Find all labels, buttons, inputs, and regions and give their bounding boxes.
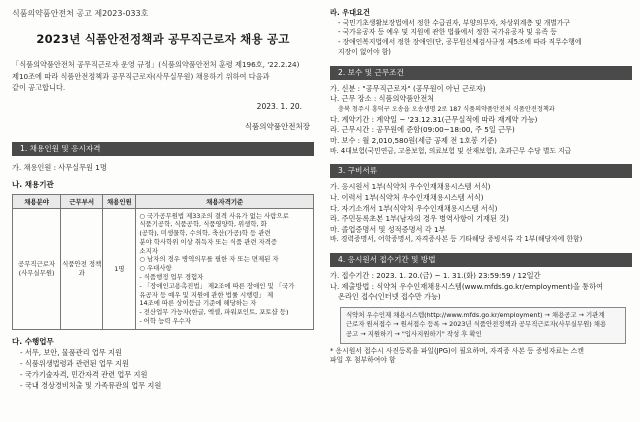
cell-count: 1명 bbox=[103, 208, 136, 329]
req-line: 분야 학사학위 이상 취득자 또는 식품 관련 자격증 bbox=[139, 237, 278, 246]
application-method: 나. 제출방법 : 식약처 우수인재채용시스템(www.mfds.go.kr/employment)을 통하여 bbox=[330, 281, 604, 291]
page-title: 2023년 식품안전정책과 공무직근로자 채용 공고 bbox=[36, 32, 290, 46]
application-footnote: 파일 후 첨부하여야 함 bbox=[330, 356, 396, 365]
req-line: 14조에 따른 상이등급 기준에 해당하는 자 bbox=[139, 299, 257, 308]
steps-line: 식약처 우수인재 채용시스템(http://www.mfds.go.kr/employment) → 채용공고 → 기관계 bbox=[346, 310, 605, 319]
recruit-count: 가. 채용인원 : 사무실무원 1명 bbox=[12, 162, 107, 172]
pay-conditions bbox=[330, 84, 632, 157]
right-column bbox=[330, 8, 632, 366]
duty-item: - 식품위생법령과 관련된 업무 지원 bbox=[20, 358, 129, 368]
document-item: 마. 졸업증명서 및 성적증명서 각 1부 bbox=[330, 224, 446, 234]
col-header-count: 채용인원 bbox=[103, 194, 136, 208]
recruit-agency-heading: 나. 채용기관 bbox=[12, 179, 54, 189]
section-header-pay: 2. 보수 및 근무조건 bbox=[330, 66, 632, 80]
req-line: - 전산업무 가능자(한글, 엑셀, 파워포인트, 포토샵 등) bbox=[139, 308, 289, 317]
documents-list bbox=[330, 182, 632, 245]
table-header-row bbox=[13, 194, 314, 208]
intro-line: 제10조에 따라 식품안전정책과 공무직근로자(사무실무원) 채용하기 위하여 다음과 bbox=[12, 71, 270, 81]
req-line: ○ 남자의 경우 병역의무를 필한 자 또는 면제된 자 bbox=[139, 255, 279, 264]
section-header-documents: 3. 구비서류 bbox=[330, 164, 632, 178]
cell-dept: 식품안전 정책과 bbox=[61, 208, 103, 329]
pay-item: 바. 4대보험(국민연금, 고용보험, 의료보험 및 산재보험), 초과근무 수당 별도 지급 bbox=[330, 146, 572, 155]
document-item: 나. 이력서 1부(식약처 우수인재채용시스템 서식) bbox=[330, 192, 484, 202]
notice-number: 식품의약품안전처 공고 제2023-033호 bbox=[12, 9, 149, 18]
duty-item: - 국내 경상경비처출 및 가족뮤관의 업무 지원 bbox=[20, 380, 162, 390]
application-steps-box bbox=[340, 307, 626, 344]
section-header-recruitment: 1. 채용인원 및 응시자격 bbox=[12, 142, 314, 156]
req-line: (공학), 미생물학, 수의학, 축산(가공)학 등 관련 bbox=[139, 229, 271, 238]
preference-heading: 라. 우대요건 bbox=[330, 8, 370, 17]
req-line: 식품기공학, 식품공학, 식품영양학, 위생학, 화 bbox=[139, 220, 267, 229]
cell-field: 공무직근로자 (사무실무원) bbox=[13, 208, 61, 329]
col-header-dept: 근무부서 bbox=[61, 194, 103, 208]
document-item: 다. 자기소개서 1부(식약처 우수인재채용시스템 서식) bbox=[330, 203, 498, 213]
application-block bbox=[330, 271, 632, 366]
left-column bbox=[12, 8, 314, 391]
document-item: 가. 응시원서 1부(식약처 우수인재채용시스템 서식) bbox=[330, 182, 491, 192]
preference-item: - 국민기초생활보장법에서 정한 수급권자, 부양의무자, 차상위계층 및 개별가구 bbox=[338, 18, 571, 27]
pay-item: 다. 계약기간 : 계약일 ~ '23.12.31(근무실적에 따라 재계약 가능) bbox=[330, 114, 538, 124]
steps-line: 공고 → 지원하기 → "입사지원하기" 작성 후 확인 bbox=[346, 330, 482, 339]
req-line: - 어학 능력 우수자 bbox=[139, 317, 192, 326]
req-line: ○ 국가공무원법 제33조의 결격 사유가 없는 사람으로 bbox=[139, 211, 289, 220]
intro-paragraph bbox=[12, 59, 314, 94]
pay-item: 마. 보수 : 월 2,010,580원(세금 공제 전 1호봉 기준) bbox=[330, 135, 497, 145]
recruitment-table bbox=[12, 194, 314, 330]
pay-item: 라. 근무시간 : 공무원에 준함(09:00~18:00, 주 5일 근무) bbox=[330, 125, 515, 135]
pay-item: 가. 신분 : "공무직근로자" (공무원이 아닌 근로자) bbox=[330, 83, 486, 93]
preference-item: - 국가유공자 등 예우 및 지원에 관한 법률에서 정한 국가유공자 및 유족 등 bbox=[338, 28, 557, 37]
req-line: - 「장애인고용촉진법」 제2조에 따른 장애인 및 「국가 bbox=[139, 281, 295, 290]
preference-item: 지장이 없어야 함) bbox=[338, 47, 391, 56]
duty-item: - 국가기술자격, 민간자격 관련 업무 지원 bbox=[20, 369, 148, 379]
document-item: 라. 주민등록초본 1부(남자의 경우 병역사항이 기재된 것) bbox=[330, 214, 509, 224]
duties-heading: 다. 수행업무 bbox=[12, 336, 54, 346]
document-item: 바. 경력증명서, 어학증명서, 자격증사본 등 기타해당 증빙서류 각 1부(해당자에 한함) bbox=[330, 235, 583, 244]
steps-line: 근로자 원서접수 → 원서접수 등록 → 2023년 식품안전정책과 공무직근로자(사무실무원) 채용 bbox=[346, 320, 607, 329]
duty-item: - 서무, 보안, 물품관리 업무 지원 bbox=[20, 347, 122, 357]
col-header-field: 채용분야 bbox=[13, 194, 61, 208]
application-method-note: 온라인 접수(인터넷 접수만 가능) bbox=[338, 292, 441, 302]
intro-line: 「식품의약품안전처 공무직근로자 운영 규정」(식품의약품안전처 훈령 제196호, '22.2.24) bbox=[12, 60, 300, 69]
issuing-org: 식품의약품안전처장 bbox=[244, 121, 310, 131]
req-line: 유공자 등 예우 및 지원에 관한 법률 시행령」 제 bbox=[139, 290, 274, 299]
req-line: - 식품행정 업무 경험자 bbox=[139, 273, 204, 282]
pay-item: 나. 근무 장소 : 식품의약품안전처 bbox=[330, 94, 435, 104]
col-header-requirements: 채용자격기준 bbox=[136, 194, 314, 208]
duties-block bbox=[12, 336, 314, 391]
notice-date: 2023. 1. 20. bbox=[256, 101, 302, 111]
intro-line: 같이 공고합니다. bbox=[12, 83, 66, 92]
section-header-application: 4. 응시원서 접수기간 및 방법 bbox=[330, 253, 632, 267]
application-footnote: * 응시원서 접수시 사진등록을 파일(JPG)이 필요하며, 자격증 사본 등 증빙자료는 스캔 bbox=[330, 346, 584, 355]
req-line: ○ 우대사항 bbox=[139, 264, 172, 273]
cell-requirements bbox=[136, 208, 314, 329]
preference-item: - 장애인복지법에서 정한 장애인(단, 공무원신체검사규정 제5조에 따라 직무수행에 bbox=[338, 38, 582, 47]
req-line: 소지자 bbox=[139, 246, 158, 255]
table-row bbox=[13, 208, 314, 329]
application-period: 가. 접수기간 : 2023. 1. 20.(금) ~ 1. 31.(화) 23:59:59 / 12일간 bbox=[330, 271, 541, 281]
pay-item-address: 충북 청주시 흥덕구 오송읍 오송생명 2로 187 식품의약품안전처 식품안전정책과 bbox=[338, 105, 555, 113]
